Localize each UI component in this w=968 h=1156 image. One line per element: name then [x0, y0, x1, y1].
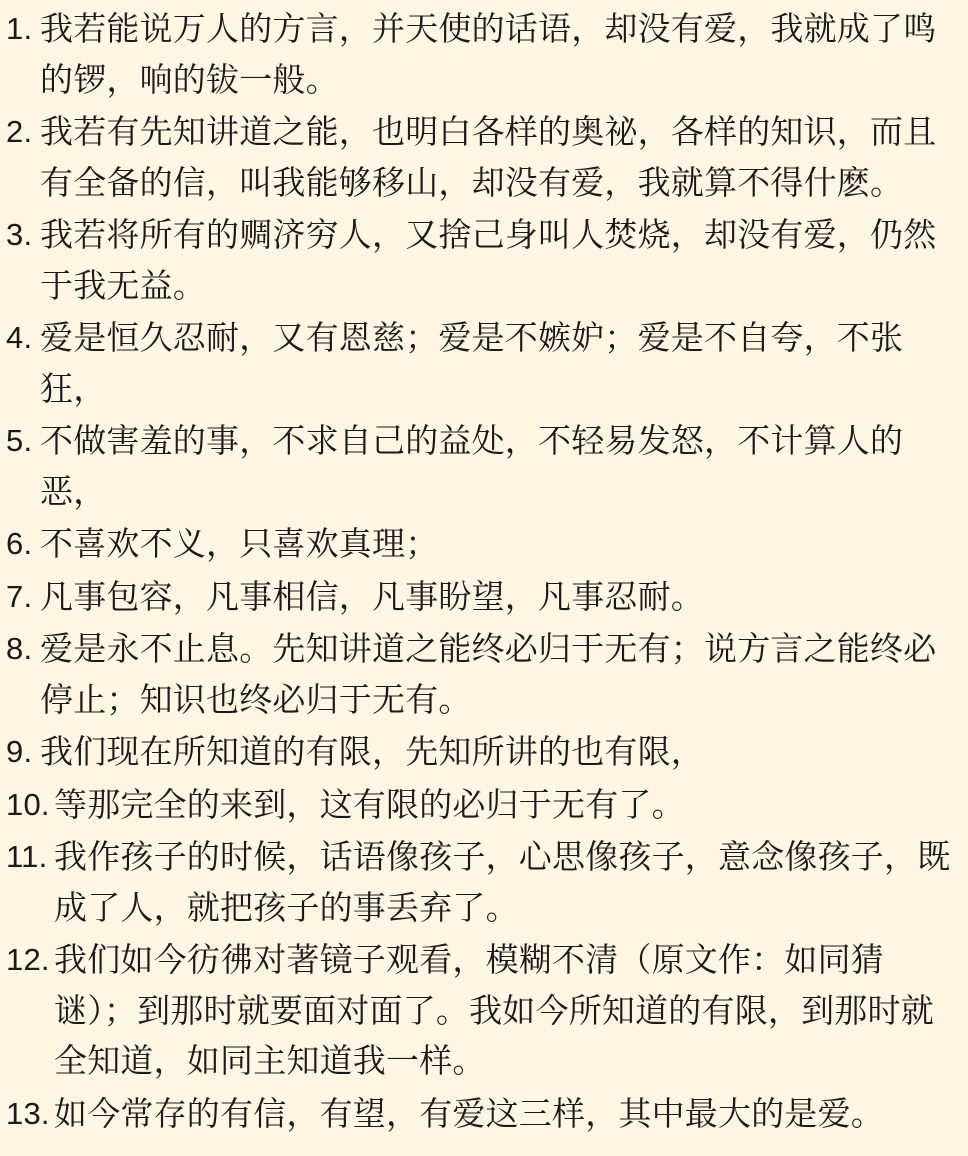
verse-number: 9.	[6, 734, 33, 769]
verse-10	[6, 780, 956, 831]
verse-number: 10.	[6, 786, 50, 822]
verse-7	[6, 572, 956, 623]
verse-9	[6, 727, 956, 778]
verse-number: 8.	[6, 631, 33, 666]
verse-text: 如今常存的有信，有望，有爱这三样，其中最大的是爱。	[54, 1093, 884, 1133]
verse-text: 我作孩子的时候，话语像孩子，心思像孩子，意念像孩子，既成了人，就把孩子的事丢弃了。	[54, 837, 951, 927]
verse-2	[6, 107, 956, 208]
verse-number: 4.	[6, 320, 33, 355]
verse-text: 等那完全的来到，这有限的必归于无有了。	[54, 784, 685, 824]
verse-text: 我若有先知讲道之能，也明白各样的奥祕，各样的知识，而且有全备的信，叫我能够移山，却没有爱，我就算不得什麽。	[40, 112, 937, 202]
verse-8	[6, 624, 956, 725]
verse-text: 我们现在所知道的有限，先知所讲的也有限，	[40, 732, 704, 771]
verse-number: 3.	[6, 217, 33, 252]
verse-text: 不做害羞的事，不求自己的益处，不轻易发怒，不计算人的恶，	[40, 421, 904, 511]
verse-text: 凡事包容，凡事相信，凡事盼望，凡事忍耐。	[40, 576, 704, 616]
verse-number: 13.	[6, 1095, 50, 1131]
verse-text: 我们如今彷彿对著镜子观看，模糊不清（原文作：如同猜谜）；到那时就要面对面了。我如今所知道的有限，到那时就全知道，如同主知道我一样。	[54, 940, 934, 1080]
verse-text: 我若能说万人的方言，并天使的话语，却没有爱，我就成了鸣的锣，响的钹一般。	[40, 9, 937, 99]
verse-text: 不喜欢不义，只喜欢真理；	[40, 524, 439, 563]
verse-number: 6.	[6, 526, 33, 561]
verse-number: 12.	[6, 942, 50, 977]
verse-5	[6, 416, 956, 517]
verse-1	[6, 4, 956, 105]
verse-13	[6, 1089, 956, 1140]
verse-number: 11.	[6, 839, 48, 874]
verse-number: 2.	[6, 114, 33, 149]
verse-number: 7.	[6, 578, 33, 614]
verse-text: 爱是永不止息。先知讲道之能终必归于无有；说方言之能终必停止；知识也终必归于无有。	[40, 629, 937, 719]
verse-11	[6, 832, 956, 933]
verse-6	[6, 519, 956, 570]
verse-text: 我若将所有的赒济穷人，又捨己身叫人焚烧，却没有爱，仍然于我无益。	[40, 215, 937, 305]
verse-text: 爱是恒久忍耐，又有恩慈；爱是不嫉妒；爱是不自夸，不张狂，	[40, 318, 904, 408]
verse-4	[6, 313, 956, 414]
verse-12	[6, 935, 956, 1087]
verse-number: 1.	[6, 11, 33, 46]
verse-3	[6, 210, 956, 311]
verse-number: 5.	[6, 423, 33, 458]
